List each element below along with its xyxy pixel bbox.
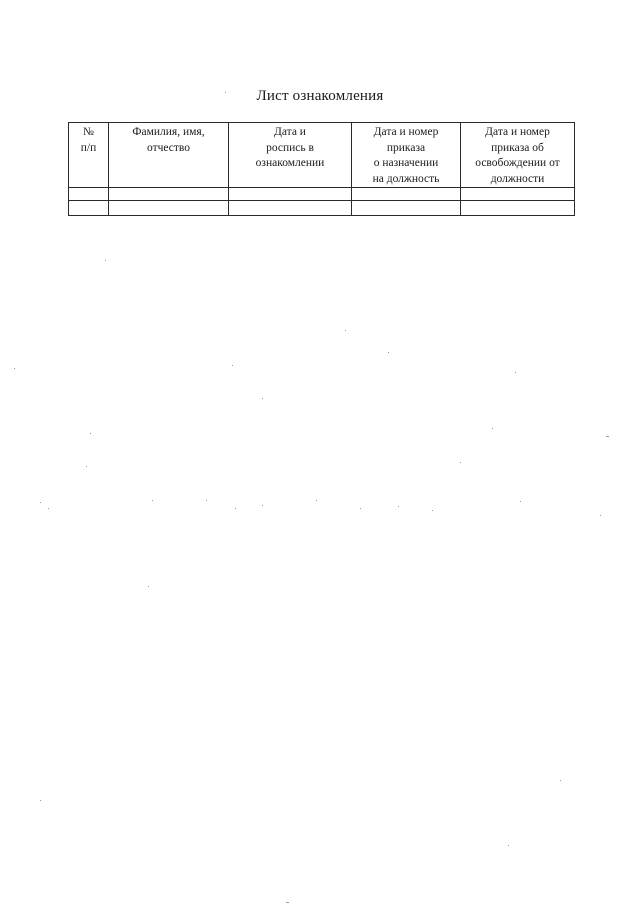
scan-speck [14,368,15,369]
scan-speck [105,260,106,261]
scan-speck [432,510,433,511]
scan-speck [206,500,207,501]
scan-speck [515,372,516,373]
scan-speck [360,508,361,509]
table-cell [461,188,575,201]
scan-speck [520,501,521,502]
table-cell [109,188,229,201]
acknowledgement-table [68,122,575,216]
scan-speck [48,508,49,509]
scan-speck [560,780,561,781]
scan-speck [152,500,153,501]
table-cell [69,201,109,216]
header-number: № п/п [69,123,109,188]
header-full-name: Фамилия, имя, отчество [109,123,229,188]
scan-speck [40,800,41,801]
header-dismissal-order: Дата и номер приказа об освобождении от должности [461,123,575,188]
scan-speck [225,92,226,93]
header-appointment-order: Дата и номер приказа о назначении на должность [352,123,461,188]
scan-speck [286,902,289,903]
scan-speck [262,398,263,399]
table-cell [69,188,109,201]
scan-speck [316,500,317,501]
scan-speck [398,506,399,507]
table-cell [352,188,461,201]
scan-speck [388,352,389,353]
scan-speck [600,515,601,516]
scan-speck [40,502,41,503]
scan-speck [345,330,346,331]
scan-speck [492,428,493,429]
scan-speck [232,365,233,366]
table-cell [229,201,352,216]
document-title: Лист ознакомления [256,88,384,104]
table-row [69,201,575,216]
table-row [69,188,575,201]
scan-speck [508,845,509,846]
scan-speck [90,433,91,434]
table-cell [109,201,229,216]
scan-speck [235,508,236,509]
scan-speck [606,436,609,437]
scan-speck [86,466,87,467]
scan-speck [262,505,263,506]
table-cell [461,201,575,216]
scan-speck [460,462,461,463]
scan-speck [148,586,149,587]
table-cell [352,201,461,216]
table-header-row [69,123,575,188]
table-cell [229,188,352,201]
header-signature-date: Дата и роспись в ознакомлении [229,123,352,188]
